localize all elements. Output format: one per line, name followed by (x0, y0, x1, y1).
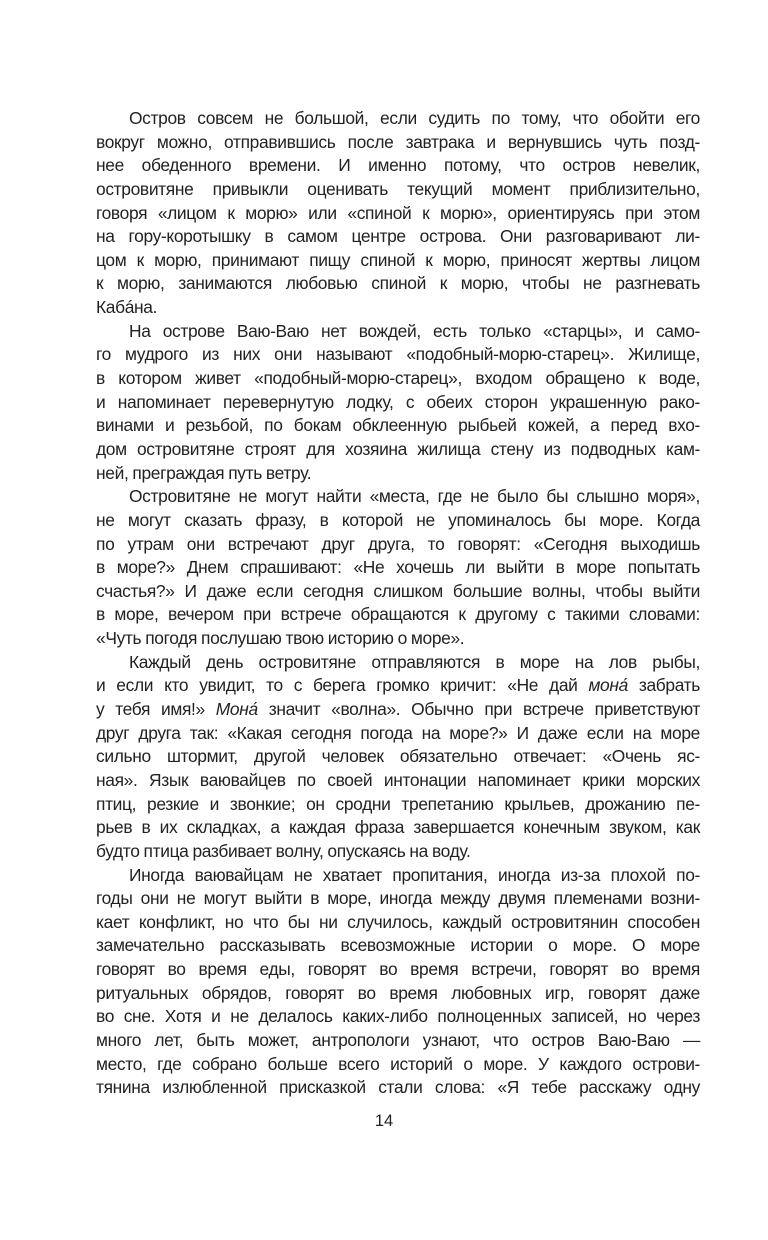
text-line: не могут сказать фразу, в которой не упоминалось бы море. Когда (96, 509, 700, 530)
text-line: сильно штормит, другой человек обязательно отвечает: «Очень яс- (96, 746, 700, 767)
paragraph (96, 320, 700, 485)
text-line: и если кто увидит, то с берега громко кричит: «Не дай мона́ забрать (96, 675, 700, 696)
text-line: нее обеденного времени. И именно потому, что остров невелик, (96, 155, 700, 176)
text-line: тянина излюбленной присказкой стали слова: «Я тебе расскажу одну (96, 1077, 700, 1098)
text-line: к морю, занимаются любовью спиной к морю, чтобы не разгневать (96, 273, 700, 294)
text-line: по утрам они встречают друг друга, то говорят: «Сегодня выходишь (96, 533, 700, 554)
text-line: говоря «лицом к морю» или «спиной к морю», ориентируясь при этом (96, 202, 700, 223)
text-line: говорят во время еды, говорят во время встречи, говорят во время (96, 959, 700, 980)
text-line: счастья?» И даже если сегодня слишком большие волны, чтобы выйти (96, 580, 700, 601)
text-line: Кабáна. (96, 297, 158, 318)
paragraph (96, 107, 700, 320)
paragraph (96, 485, 700, 650)
text-line: дом островитяне строят для хозяина жилища стену из подводных кам- (96, 438, 700, 459)
text-line: замечательно рассказывать всевозможные истории о море. О море (96, 935, 700, 956)
text-line: у тебя имя!» Мона́ значит «волна». Обычно при встрече приветствуют (96, 699, 700, 720)
text-line: вокруг можно, отправившись после завтрака и вернувшись чуть позд- (96, 131, 700, 152)
text-line: островитяне привыкли оценивать текущий момент приблизительно, (96, 178, 700, 199)
text-line: «Чуть погодя послушаю твою историю о море». (96, 628, 465, 649)
text-line: друг друга так: «Какая сегодня погода на море?» И даже если на море (96, 722, 700, 743)
text-line: в море, вечером при встрече обращаются к другому с такими словами: (96, 604, 700, 625)
text-line: ритуальных обрядов, говорят во время любовных игр, говорят даже (96, 982, 700, 1003)
page-number: 14 (374, 1112, 394, 1130)
text-line: Остров совсем не большой, если судить по тому, что обойти его (129, 108, 700, 128)
text-line: Островитяне не могут найти «места, где не было бы слышно моря», (129, 486, 700, 507)
text-line: место, где собрано больше всего историй о море. У каждого острови- (96, 1053, 700, 1074)
text-line: го мудрого из них они называют «подобный-морю-старец». Жилище, (96, 344, 700, 365)
text-line: ней, преграждая путь ветру. (96, 462, 312, 483)
text-body (96, 107, 700, 1100)
text-line: в море?» Днем спрашивают: «Не хочешь ли выйти в море попытать (96, 557, 700, 578)
text-line: на гору-коротышку в самом центре острова. Они разговаривают ли- (96, 226, 700, 247)
text-line: На острове Ваю-Ваю нет вождей, есть только «старцы», и само- (129, 320, 700, 341)
text-line: птиц, резкие и звонкие; он сродни трепетанию крыльев, дрожанию пе- (96, 793, 700, 814)
text-line: ная». Язык ваювайцев по своей интонации напоминает крики морских (96, 769, 700, 790)
text-line: во сне. Хотя и не делалось каких-либо полноценных записей, но через (96, 1006, 700, 1027)
text-line: цом к морю, принимают пищу спиной к морю, приносят жертвы лицом (96, 249, 700, 270)
text-line: Иногда ваювайцам не хватает пропитания, иногда из-за плохой по- (129, 864, 700, 885)
text-line: рьев в их складках, а каждая фраза завершается конечным звуком, как (96, 817, 700, 838)
text-line: винами и резьбой, по бокам обклеенную рыбьей кожей, а перед вхо- (96, 415, 700, 436)
text-line: кает конфликт, но что бы ни случилось, каждый островитянин способен (96, 911, 700, 932)
text-line: много лет, быть может, антропологи узнают, что остров Ваю-Ваю — (96, 1029, 700, 1050)
text-line: Каждый день островитяне отправляются в море на лов рыбы, (129, 651, 700, 672)
text-line: и напоминает перевернутую лодку, с обеих сторон украшенную рако- (96, 391, 700, 412)
text-line: будто птица разбивает волну, опускаясь на воду. (96, 840, 471, 861)
text-line: годы они не могут выйти в море, иногда между двумя племенами возни- (96, 888, 700, 909)
paragraph (96, 864, 700, 1100)
text-line: в котором живет «подобный-морю-старец», входом обращено к воде, (96, 368, 700, 389)
paragraph (96, 651, 700, 864)
